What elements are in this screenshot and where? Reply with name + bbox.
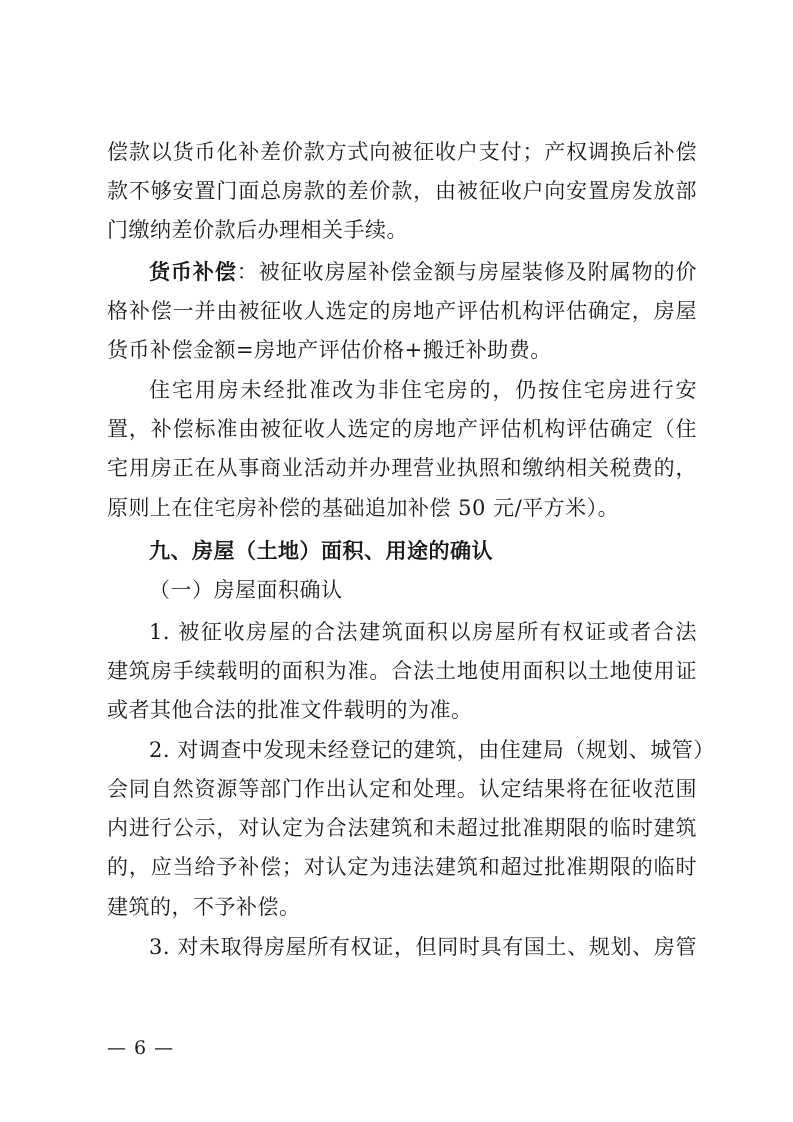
text-line: 建筑房手续载明的面积为准。合法土地使用面积以土地使用证: [107, 659, 697, 683]
text-line: 2. 对调查中发现未经登记的建筑，由住建局（规划、城管）: [149, 738, 715, 762]
text-line: 宅用房正在从事商业活动并办理营业执照和缴纳相关税费的，: [107, 456, 697, 480]
text-line: 1. 被征收房屋的合法建筑面积以房屋所有权证或者合法: [149, 620, 697, 644]
text-line: 门缴纳差价款后办理相关手续。: [107, 218, 408, 242]
text-line: 偿款以货币化补差价款方式向被征收户支付；产权调换后补偿: [107, 140, 697, 164]
section-heading: 九、房屋（土地）面积、用途的确认: [149, 539, 493, 563]
text-line: 或者其他合法的批准文件载明的为准。: [107, 698, 473, 722]
text-line: 3. 对未取得房屋所有权证，但同时具有国土、规划、房管: [149, 935, 697, 959]
text-line: 原则上在住宅房补偿的基础追加补偿 50 元/平方米）。: [107, 496, 620, 520]
subsection-heading: （一）房屋面积确认: [149, 578, 343, 602]
cash-compensation-label: 货币补偿: [149, 259, 237, 284]
text-line: 住宅用房未经批准改为非住宅房的，仍按住宅房进行安: [149, 378, 697, 402]
text-line: 款不够安置门面总房款的差价款，由被征收户向安置房发放部: [107, 179, 697, 203]
text-line: 建筑的，不予补偿。: [107, 895, 301, 919]
cash-compensation-line: [149, 259, 697, 285]
text-line: 会同自然资源等部门作出认定和处理。认定结果将在征收范围: [107, 777, 697, 801]
text-line: 的，应当给予补偿；对认定为违法建筑和超过批准期限的临时: [107, 855, 697, 879]
text-line: 货币补偿金额=房地产评估价格+搬迁补助费。: [107, 338, 552, 362]
cash-compensation-text: ：被征收房屋补偿金额与房屋装修及附属物的价: [236, 260, 697, 284]
text-line: 内进行公示，对认定为合法建筑和未超过批准期限的临时建筑: [107, 816, 697, 840]
page-number: — 6 —: [107, 1037, 175, 1059]
text-line: 置，补偿标准由被征收人选定的房地产评估机构评估确定（住: [107, 417, 697, 441]
text-line: 格补偿一并由被征收人选定的房地产评估机构评估确定，房屋: [107, 299, 697, 323]
